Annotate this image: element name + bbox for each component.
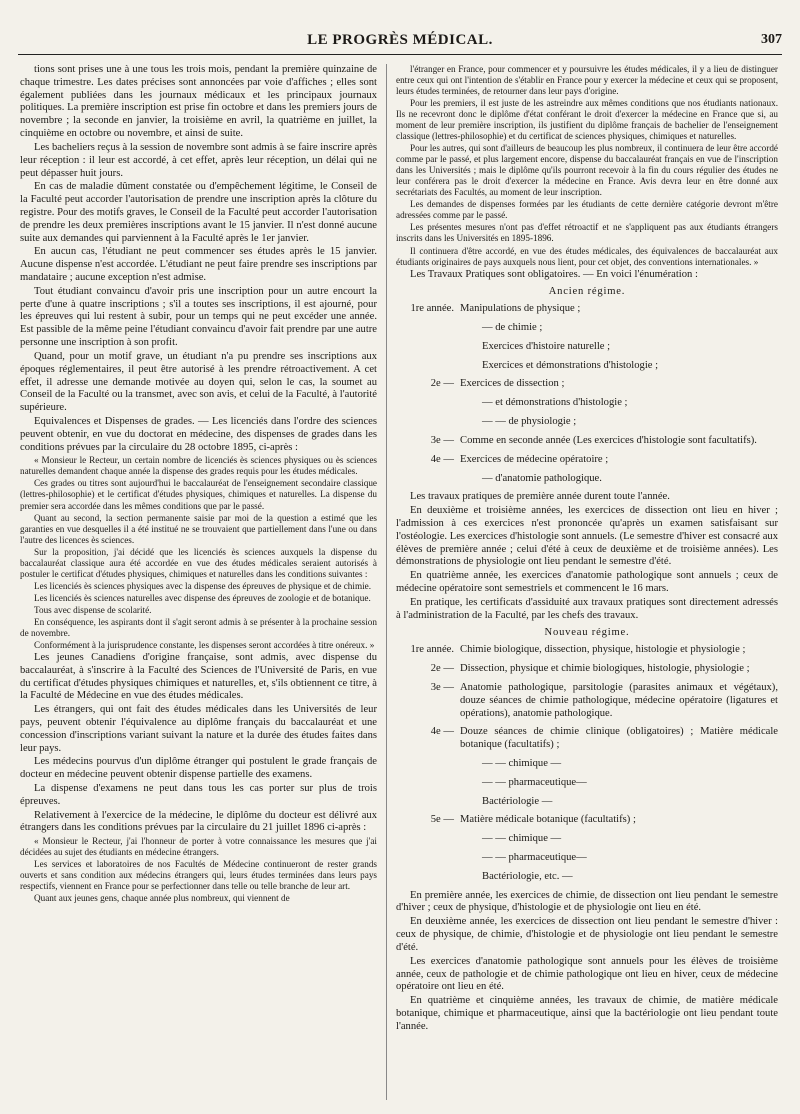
list-item-text: Manipulations de physique ; <box>460 303 581 315</box>
list-year-label: 2e — <box>430 663 454 675</box>
body-paragraph: Equivalences et Dispenses de grades. — Les licenciés dans l'ordre des sciences peuvent obtenir, en vue du doctorat en médecine, des dispenses de grades dans les conditions prévues par la circulaire du 28 octobre 1895, ci-après : <box>20 415 377 453</box>
quoted-circular-paragraph: Tous avec dispense de scolarité. <box>34 604 152 615</box>
list-row <box>396 758 778 771</box>
quoted-circular-paragraph: Pour les autres, qui sont d'ailleurs de beaucoup les plus nombreux, il continuera de leur être accordé comme par le passé, et plus largement encore, dispense du baccalauréat français en vue de l'inscription dans les Universités ; mais le diplôme qu'ils pourront recevoir à la fin du cours régulier des études ne leur conférera pas le droit d'exercer la médecine en France. Avis devra leur en être donné aux secrétariats des Facultés, au moment de leur inscription. <box>396 143 778 198</box>
list-item-text: — et démonstrations d'histologie ; <box>482 397 628 409</box>
body-paragraph: tions sont prises une à une tous les trois mois, pendant la première quinzaine de chaque trimestre. Les dates précises sont annoncées par voie d'affiches ; elles sont également publiées dans les journaux médicaux et les principaux journaux politiques. La première inscription est prise fin octobre et dans les premiers jours de novembre ; la seconde en janvier, la troisième en avril, la quatrième en juillet, la cinquième en octobre ou novembre, et ainsi de suite. <box>20 64 377 140</box>
list-item-text: Dissection, physique et chimie biologiques, histologie, physiologie ; <box>460 663 750 675</box>
quoted-circular-paragraph: « Monsieur le Recteur, un certain nombre de licenciés ès sciences physiques ou ès sciences naturelles demandent chaque année la dispense des grades requis pour les études médicales. <box>20 455 377 477</box>
list-item-text: — — pharmaceutique— <box>482 852 587 863</box>
list-year-label: 1re année. <box>410 644 454 656</box>
list-year-label: 1re année. <box>410 303 454 315</box>
list-year-label: 3e — <box>430 434 454 446</box>
list-item-text: Bactériologie — <box>482 795 553 807</box>
body-paragraph: Quand, pour un motif grave, un étudiant n'a pu prendre ses inscriptions aux époques réglementaires, il peut être autorisé à les prendre rétroactivement. A cet effet, il adresse une demande motivée au doyen qui, selon le cas, la soumet au Conseil de la Faculté ou la transmet, avec son avis, et celui de la Faculté, à l'autorité supérieure. <box>20 350 377 414</box>
list-row <box>396 473 778 486</box>
list-year-label: 5e — <box>430 814 454 826</box>
quoted-circular-paragraph: Il continuera d'être accordé, en vue des études médicales, des équivalences de baccalauréat aux étudiants originaires de pays auxquels nous lient, pour cet objet, des conventions internationales. » <box>396 245 778 267</box>
list-year-label <box>396 473 460 486</box>
list-year-label <box>396 796 460 809</box>
list-row <box>396 435 778 448</box>
body-paragraph: Les bacheliers reçus à la session de novembre sont admis à se faire inscrire après leur réception : il leur est accordé, à cet effet, après leur réception, un délai qui ne peut dépasser huit jours. <box>20 141 377 179</box>
body-paragraph: Les jeunes Canadiens d'origine française, sont admis, avec dispense du baccalauréat, à s'inscrire à la Faculté des Sciences de l'Université de Paris, en vue du certificat d'études physiques chimiques et naturelles, et, s'ils obtiennent ce titre, à la Faculté de Médecine en vue des études médicales. <box>20 651 377 702</box>
body-paragraph: Tout étudiant convaincu d'avoir pris une inscription pour un autre encourt la perte d'une à quatre inscriptions ; s'il a toutes ses inscriptions, il est ajourné, pour les épreuves qui lui restent à subir, pour un temps qui ne peut excéder une année. Est passible de la même peine l'étudiant convaincu d'avoir fait prendre par une autre personne une inscription à son profit. <box>20 285 377 349</box>
list-year-label: 3e — <box>430 681 454 693</box>
body-paragraph: En quatrième et cinquième années, les travaux de chimie, de matière médicale botanique, chimique et pharmaceutique, ainsi que la bactériologie ont lieu pendant toute l'année. <box>396 995 778 1032</box>
list-year-label: 2e — <box>430 378 454 390</box>
quoted-circular-paragraph: Quant au second, la section permanente saisie par moi de la question a estimé que les garanties en vue desquelles il a été institué ne se trouvaient que partiellement dans l'une ou dans l'autre des licences ès sciences. <box>20 512 377 545</box>
list-year-label <box>396 758 460 771</box>
body-paragraph: En quatrième année, les exercices d'anatomie pathologique sont annuels ; ceux de médecine opératoire sont semestriels et commencent le 16 mars. <box>396 570 778 594</box>
list-item-text: — de chimie ; <box>482 322 543 333</box>
list-row <box>396 341 778 354</box>
list-year-label <box>396 833 460 846</box>
list-row <box>396 852 778 865</box>
body-paragraph: En première année, les exercices de chimie, de dissection ont lieu pendant le semestre d'hiver ; ceux de physique, d'histologie et de physiologie ont lieu en été. <box>396 889 778 914</box>
list-year-label <box>396 341 460 354</box>
list-row <box>396 796 778 809</box>
list-item-text: Exercices d'histoire naturelle ; <box>482 340 611 352</box>
left-column <box>20 64 377 1100</box>
quoted-circular-paragraph: Sur la proposition, j'ai décidé que les licenciés ès sciences auxquels la dispense du baccalauréat classique aura été accordée en vue des études médicales seraient autorisés à postuler le certificat d'études physiques, chimiques et naturelles dans les conditions suivantes : <box>20 546 377 579</box>
list-row <box>396 833 778 846</box>
body-paragraph: Les médecins pourvus d'un diplôme étranger qui postulent le grade français de docteur en médecine peuvent obtenir dispense partielle des examens. <box>20 756 377 781</box>
body-paragraph: Relativement à l'exercice de la médecine, le diplôme du docteur est délivré aux étrangers dans les conditions prévues par la circulaire du 21 juillet 1896 ci-après : <box>20 809 377 834</box>
quoted-circular-paragraph: l'étranger en France, pour commencer et y poursuivre les études médicales, il y a lieu de distinguer entre ceux qui ont l'intention de s'établir en France pour y exercer la médecine et ceux qui se proposent, leurs études terminées, de retourner dans leur pays d'origine. <box>396 64 778 97</box>
quoted-circular-paragraph: Les présentes mesures n'ont pas d'effet rétroactif et ne s'appliquent pas aux étudiants étrangers inscrits dans les Universités en 1895-1896. <box>396 222 778 244</box>
quoted-circular-paragraph: En conséquence, les aspirants dont il s'agit seront admis à se présenter à la prochaine session de novembre. <box>20 616 377 638</box>
journal-title: LE PROGRÈS MÉDICAL. <box>307 32 493 48</box>
list-year-label: 4e — <box>430 453 454 465</box>
quoted-circular-paragraph: Pour les premiers, il est juste de les astreindre aux mêmes conditions que nos étudiants nationaux. Ils ne recevront donc le diplôme d'état conférant le droit d'exercer la médecine en France que si, au moment de leur première inscription, ils justifient du diplôme français de bachelier de l'enseignement classique (lettres-philosophie) et du certificat de sciences physiques, chimiques et naturelles. <box>396 98 778 142</box>
body-paragraph: Les travaux pratiques de première année durent toute l'année. <box>410 491 670 503</box>
list-row <box>396 303 778 316</box>
list-year-label <box>396 777 460 790</box>
quoted-circular-paragraph: Conformément à la jurisprudence constante, les dispenses seront accordées à titre onéreux. » <box>34 639 375 650</box>
body-paragraph: La dispense d'examens ne peut dans tous les cas porter sur plus de trois épreuves. <box>20 783 377 807</box>
list-year-label <box>396 852 460 865</box>
list-row <box>396 814 778 827</box>
list-year-label <box>396 360 460 373</box>
list-year-label: 4e — <box>430 726 454 738</box>
page-number: 307 <box>761 32 782 47</box>
list-item-text: Exercices de médecine opératoire ; <box>460 453 609 465</box>
body-paragraph: En deuxième et troisième années, les exercices de dissection ont lieu en hiver ; l'admission à ces exercices n'est prononcée qu'après un examen satisfaisant sur l'ostéologie. Les exercices d'histologie sont annuels. (Le semestre d'hiver est consacré aux élèves de première année ; celui d'été à ceux de deuxième et de troisième années). Les démonstrations de physiologie ont lieu pendant le semestre d'été. <box>396 505 778 568</box>
quoted-circular-paragraph: « Monsieur le Recteur, j'ai l'honneur de porter à votre connaissance les mesures que j'ai décidées au sujet des étudiants en médecine étrangers. <box>20 836 377 858</box>
list-item-text: Chimie biologique, dissection, physique, histologie et physiologie ; <box>460 644 746 656</box>
list-row <box>396 663 778 676</box>
body-paragraph: En aucun cas, l'étudiant ne peut commencer ses études après le 15 janvier. Aucune dispense n'est accordée. L'étudiant ne peut faire prendre ses inscriptions par mandataire ; aucune exception n'est admise. <box>20 246 377 283</box>
quoted-circular-paragraph: Les licenciés ès sciences naturelles avec dispense des épreuves de zoologie et de botanique. <box>34 592 371 603</box>
body-paragraph: Les exercices d'anatomie pathologique sont annuels pour les élèves de troisième année, ceux de pathologie et de chimie pathologique ont lieu en hiver, ceux de médecine opératoire ont lieu en été. <box>396 955 778 993</box>
list-row <box>396 644 778 657</box>
list-row <box>396 777 778 790</box>
list-row <box>396 360 778 373</box>
list-year-label <box>396 416 460 429</box>
body-paragraph: Les Travaux Pratiques sont obligatoires. — En voici l'énumération : <box>410 268 698 280</box>
quoted-circular-paragraph: Les demandes de dispenses formées par les étudiants de cette dernière catégorie devront m'être adressées comme par le passé. <box>396 199 778 221</box>
right-column <box>396 64 778 1100</box>
quoted-circular-paragraph: Quant aux jeunes gens, chaque année plus nombreux, qui viennent de <box>34 893 290 904</box>
list-row <box>396 378 778 391</box>
list-item-text: — — de physiologie ; <box>482 416 577 428</box>
body-paragraph: En pratique, les certificats d'assiduité aux travaux pratiques sont directement adressés à l'administration de la Faculté, par les chefs des travaux. <box>396 596 778 621</box>
list-item-text: Exercices de dissection ; <box>460 378 565 390</box>
quoted-circular-paragraph: Les services et laboratoires de nos Facultés de Médecine continueront de rester grands ouverts et sans condition aux médecins étrangers qui, leurs études terminées dans leurs pays respectifs, viennent en France pour se perfectionner dans telle ou telle branche de leur art. <box>20 859 377 892</box>
section-heading: Nouveau régime. <box>544 627 630 639</box>
list-item-text: Douze séances de chimie clinique (obligatoires) ; Matière médicale botanique (facultatifs) ; <box>460 726 778 751</box>
list-year-label <box>396 322 460 335</box>
body-paragraph: En deuxième année, les exercices de dissection ont lieu pendant le semestre d'hiver : ceux de physique, de chimie, d'histologie et de physiologie ont lieu pendant le semestre d'été. <box>396 916 778 953</box>
list-item-text: — — pharmaceutique— <box>482 776 587 788</box>
quoted-circular-paragraph: Les licenciés ès sciences physiques avec la dispense des épreuves de physique et de chimie. <box>34 580 372 591</box>
list-row <box>396 871 778 884</box>
list-item-text: Exercices et démonstrations d'histologie ; <box>482 359 659 371</box>
list-item-text: Comme en seconde année (Les exercices d'histologie sont facultatifs). <box>460 434 757 446</box>
section-heading: Ancien régime. <box>548 286 626 298</box>
list-row <box>396 397 778 410</box>
quoted-circular-paragraph: Ces grades ou titres sont aujourd'hui le baccalauréat de l'enseignement secondaire classique (lettres-philosophie) et le certificat d'études physiques, chimiques et naturelles. La dispense du premier sera accordée dans les mêmes conditions que par le passé. <box>20 478 377 511</box>
column-divider <box>386 64 387 1100</box>
list-item-text: Bactériologie, etc. — <box>482 870 573 882</box>
list-item-text: — — chimique — <box>482 833 562 845</box>
list-row <box>396 416 778 429</box>
list-row <box>396 454 778 467</box>
list-item-text: — d'anatomie pathologique. <box>482 472 602 484</box>
list-row <box>396 682 778 720</box>
list-year-label <box>396 871 460 884</box>
list-row <box>396 726 778 752</box>
list-item-text: Matière médicale botanique (facultatifs) ; <box>460 814 636 826</box>
body-paragraph: Les étrangers, qui ont fait des études médicales dans les Universités de leur pays, peuvent obtenir l'équivalence au diplôme français du baccalauréat et une concession d'inscriptions variant suivant la nature et la durée des études faites dans leur pays. <box>20 704 377 754</box>
list-item-text: Anatomie pathologique, parsitologie (parasites animaux et végétaux), douze séances de chimie pathologique, médecine opératoire (ligatures et opérations), anatomie pathologique. <box>460 681 778 719</box>
list-row <box>396 322 778 335</box>
body-paragraph: En cas de maladie dûment constatée ou d'empêchement légitime, le Conseil de la Faculté peut accorder l'autorisation de prendre une inscription après la clôture du registre. Pour des motifs graves, le Conseil de la Faculté peut accorder l'autorisation de prendre les deux premières inscriptions avant le 15 janvier. Il n'est donné aucune suite aux demandes qui parviennent à la Faculté après le 1er janvier. <box>20 181 377 244</box>
list-year-label <box>396 397 460 410</box>
running-header <box>18 28 782 55</box>
list-item-text: — — chimique — <box>482 757 562 769</box>
